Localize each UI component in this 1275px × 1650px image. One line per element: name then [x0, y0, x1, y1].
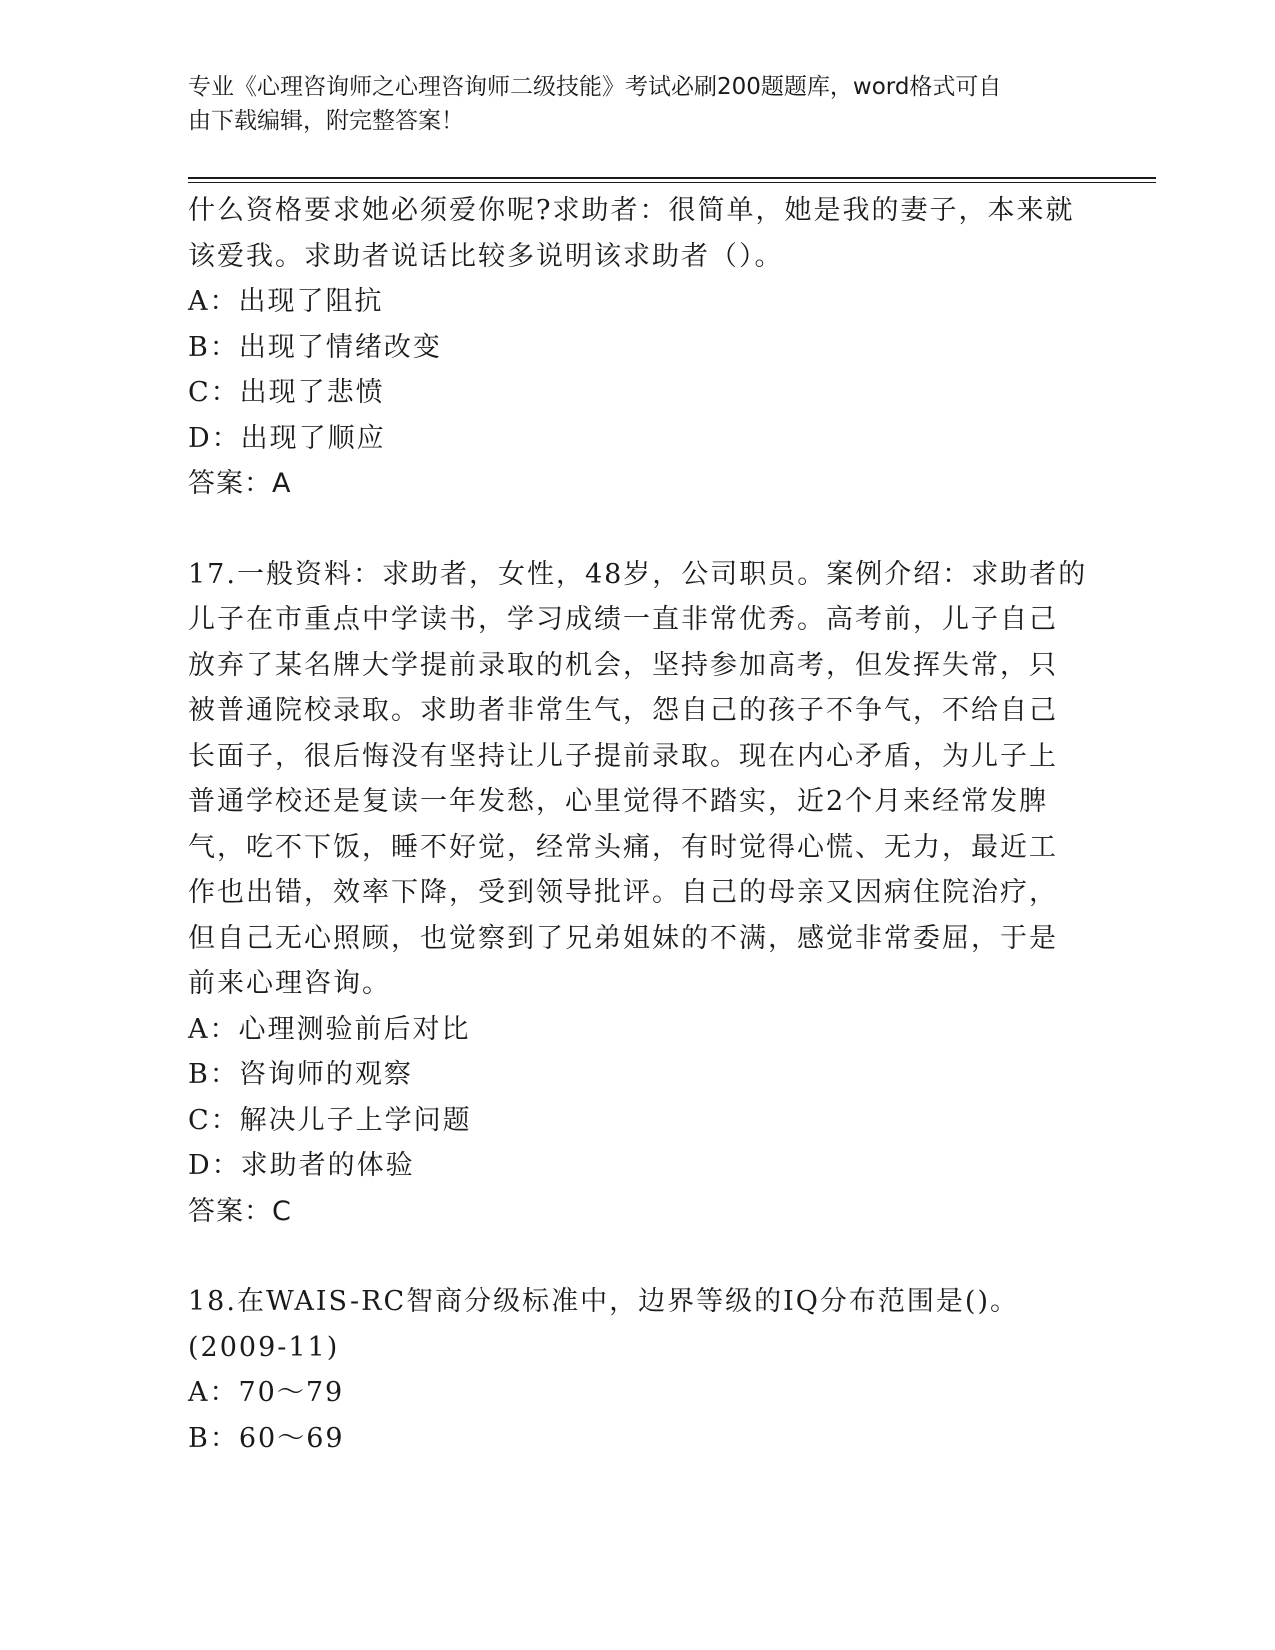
question-text-line: 18.在WAIS-RC智商分级标准中，边界等级的IQ分布范围是()。 [188, 1286, 1019, 1317]
option-c: C：解决儿子上学问题 [188, 1104, 472, 1136]
option-a: A：70～79 [188, 1377, 345, 1408]
question-18 [188, 1279, 1088, 1461]
question-text-line: 儿子在市重点中学读书，学习成绩一直非常优秀。高考前，儿子自己 [188, 604, 1058, 635]
question-16 [188, 188, 1088, 507]
header-divider-thin [188, 182, 1156, 183]
header-line-2: 由下载编辑，附完整答案！ [188, 108, 464, 134]
document-body [188, 188, 1088, 1461]
option-d: D：求助者的体验 [188, 1150, 415, 1181]
document-header [188, 70, 1068, 138]
answer-label: 答案：A [188, 468, 292, 499]
option-d: D：出现了顺应 [188, 422, 386, 454]
question-text-line: 什么资格要求她必须爱你呢?求助者：很简单，她是我的妻子，本来就 [188, 195, 1075, 226]
question-text-line: 普通学校还是复读一年发愁，心里觉得不踏实，近2个月来经常发脾 [188, 786, 1049, 817]
question-text-line: 被普通院校录取。求助者非常生气，怨自己的孩子不争气，不给自己 [188, 695, 1058, 726]
header-divider-thick [188, 177, 1156, 179]
spacer [188, 1234, 1088, 1279]
question-text-line: 放弃了某名牌大学提前录取的机会，坚持参加高考，但发挥失常，只 [188, 649, 1058, 681]
spacer [188, 507, 1088, 552]
question-text-line: 作也出错，效率下降，受到领导批评。自己的母亲又因病住院治疗， [188, 877, 1058, 908]
header-line-1: 专业《心理咨询师之心理咨询师二级技能》考试必刷200题题库，word格式可自 [188, 74, 1002, 100]
option-b: B：60～69 [188, 1422, 345, 1454]
question-text-line: (2009-11) [188, 1331, 340, 1363]
question-text-line: 但自己无心照顾，也觉察到了兄弟姐妹的不满，感觉非常委屈，于是 [188, 922, 1058, 954]
option-a: A：心理测验前后对比 [188, 1013, 471, 1045]
question-text-line: 该爱我。求助者说话比较多说明该求助者（）。 [188, 240, 784, 272]
question-text-line: 前来心理咨询。 [188, 968, 391, 999]
question-text-line: 17.一般资料：求助者，女性，48岁，公司职员。案例介绍：求助者的 [188, 558, 1088, 590]
option-b: B：出现了情绪改变 [188, 331, 442, 363]
question-17 [188, 552, 1088, 1235]
question-text-line: 长面子，很后悔没有坚持让儿子提前录取。现在内心矛盾，为儿子上 [188, 740, 1058, 772]
answer-label: 答案：C [188, 1195, 292, 1227]
option-c: C：出现了悲愤 [188, 377, 385, 408]
question-text-line: 气，吃不下饭，睡不好觉，经常头痛，有时觉得心慌、无力，最近工 [188, 831, 1058, 863]
option-a: A：出现了阻抗 [188, 286, 384, 317]
option-b: B：咨询师的观察 [188, 1059, 413, 1090]
